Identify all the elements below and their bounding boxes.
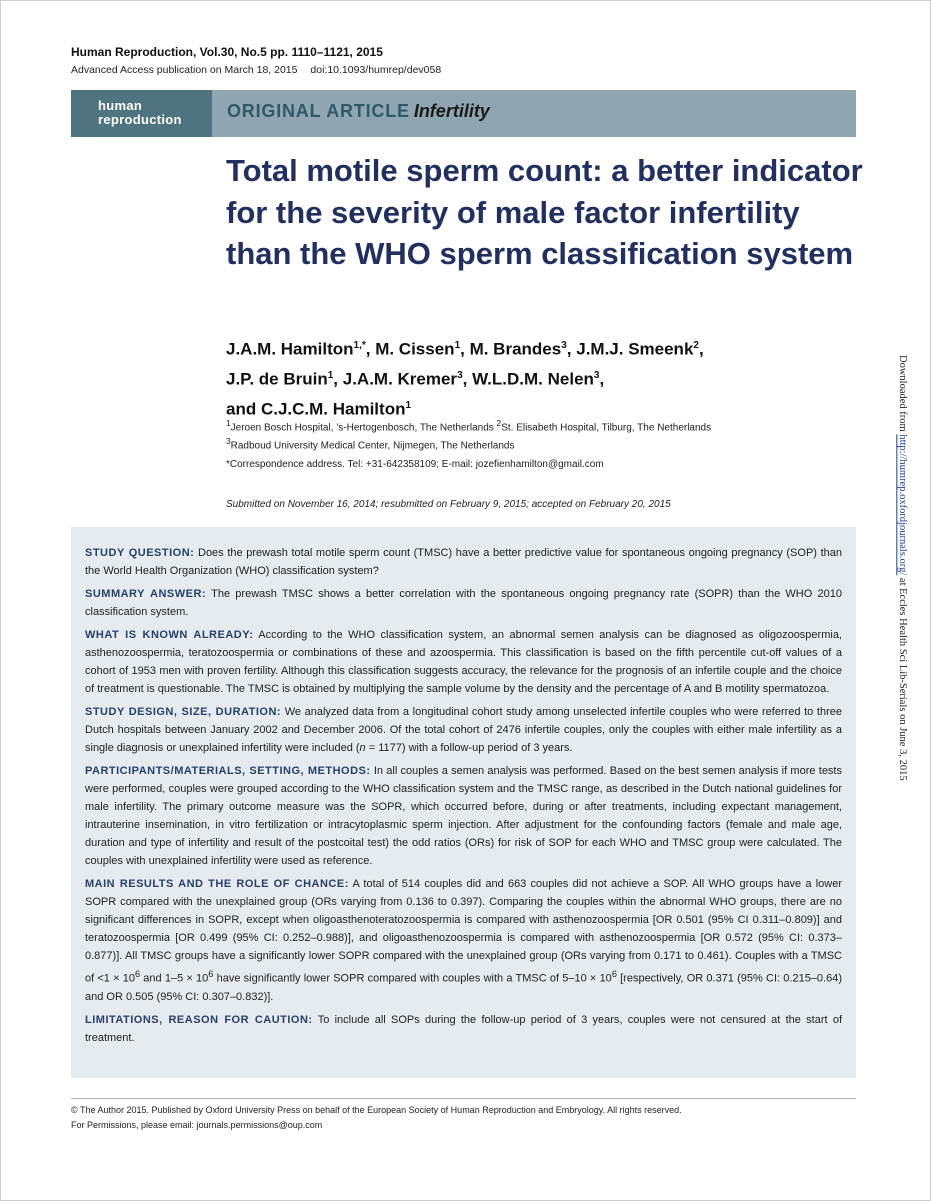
permissions-notice: For Permissions, please email: journals.permissions@oup.com [71, 1120, 323, 1130]
author-affiliation-marker: 1 [405, 400, 412, 412]
author-affiliation-marker: 3 [561, 340, 567, 351]
author-and: and [226, 399, 261, 419]
article-type [227, 101, 490, 122]
access-line [71, 64, 451, 76]
abstract-what-known: WHAT IS KNOWN ALREADY: According to the WHO classification system, an abnormal semen analysis can be diagnosed as oligozoospermia, asthenozoospermia, teratozoospermia or combinations of these and azoospermia. This classification is based on the fifth percentile cut-off values of a cohort of 1953 men with proven fertility. Although this classification suggests accuracy, the relevance for the prognosis of an infertile couple and the choice of treatment is questionable. The TMSC is obtained by multiplying the sample volume by the density and the percentage of A and B motility spermatozoa. [85, 629, 842, 695]
author-name: W.L.D.M. Nelen [472, 369, 594, 389]
author-affiliation-marker: 1,* [353, 340, 366, 351]
author-name: J.M.J. Smeenk [576, 339, 694, 359]
author-name: J.A.M. Hamilton [226, 339, 354, 359]
abstract-participants: PARTICIPANTS/MATERIALS, SETTING, METHODS: In all couples a semen analysis was performed. Based on the best semen analysis if more tests were performed, couples were grouped according to the WHO classification system and the TMSC range, as described in the Dutch national guidelines for male infertility. The primary outcome measure was the SOPR, which occurred before, during or after treatments, including expectant management, intrauterine insemination, in vitro fertilization or intracytoplasmic sperm injection. After adjustment for the confounding factors (female and male age, duration and type of infertility and result of the postcoital test) the odd ratios (ORs) for risk of SOP for each WHO and TMSC group were calculated. The couples with unexplained infertility were used as reference. [85, 765, 842, 867]
author-line: J.P. de Bruin$^1$, J.A.M. Kremer$^3$, W.L.D.M. Nelen$^3$, [226, 369, 605, 389]
journal-citation: Human Reproduction, Vol.30, No.5 pp. 1110–1121, 2015 [71, 45, 383, 59]
author-name: J.P. de Bruin [226, 369, 328, 389]
author-line: J.A.M. Hamilton$^{1,*}$, M. Cissen$^1$, M. Brandes$^3$, J.M.J. Smeenk$^2$, [226, 339, 704, 359]
affiliation-line: $^3$Radboud University Medical Center, Nijmegen, The Netherlands [226, 435, 515, 452]
section-banner [71, 90, 856, 137]
article-title: Total motile sperm count: a better indicator for the severity of male factor infertility than the WHO sperm classification system [226, 153, 863, 271]
copyright-notice: © The Author 2015. Published by Oxford University Press on behalf of the European Society of Human Reproduction and Embryology. All rights reserved. [71, 1105, 682, 1115]
submission-dates: Submitted on November 16, 2014; resubmitted on February 9, 2015; accepted on February 20, 2015 [226, 499, 671, 510]
abstract-study-question: STUDY QUESTION: Does the prewash total motile sperm count (TMSC) have a better predictive value for spontaneous ongoing pregnancy (SOP) than the World Health Organization (WHO) classification system? [85, 547, 842, 577]
doi: doi:10.1093/humrep/dev058 [310, 64, 442, 76]
author-affiliation-marker: 1 [454, 340, 461, 351]
journal-logo [71, 90, 212, 137]
author-affiliation-marker: 3 [593, 370, 600, 382]
abstract-study-design: STUDY DESIGN, SIZE, DURATION: We analyzed data from a longitudinal cohort study among unselected infertile couples who were referred to three Dutch hospitals between January 2002 and December 2006. Of the total cohort of 2476 infertile couples, only the couples with either male infertility as a single diagnosis or unexplained infertility were included (n = 1177) with a follow-up period of 3 years. [85, 706, 842, 754]
abstract-box [71, 527, 856, 1078]
download-note: Downloaded from http://humrep.oxfordjournals.org/ at Eccles Health Sci Lib-Serials on June 3, 2015 [897, 355, 908, 781]
abstract-main-results: MAIN RESULTS AND THE ROLE OF CHANCE: A total of 514 couples did and 663 couples did not achieve a SOP. All WHO groups have a lower SOPR compared with the unexplained group (ORs varying from 0.136 to 0.397). Comparing the couples within the abnormal WHO groups, there are no significant differences in SOPR, except when oligoasthenoteratozoospermia is compared with asthenozoospermia [OR 0.501 (95% CI 0.311–0.809)] and teratozoospermia [OR 0.499 (95% CI: 0.252–0.988)], and oligoasthenozoospermia is compared with asthenozoospermia [OR 0.572 (95% CI: 0.373–0.877)]. All TMSC groups have a significantly lower SOPR compared with the unexplained group (ORs varying from 0.171 to 0.461). Couples with a TMSC of $<1 \times 10^6$ and $1-5 \times 10^6$ have significantly lower SOPR compared with couples with a TMSC of $5-10 \times 10^6$ [respectively, OR 0.371 (95% CI: 0.215–0.64) and OR 0.505 (95% CI: 0.307–0.832)]. [85, 878, 843, 1003]
article-section: ORIGINAL ARTICLE [227, 101, 410, 121]
access-publication-date: Advanced Access publication on March 18, 2015 [71, 64, 298, 76]
affiliation-line: $^1$Jeroen Bosch Hospital, ’s-Hertogenbosch, The Netherlands $^2$St. Elisabeth Hospital, Tilburg, The Netherlands [226, 418, 712, 434]
author-name: M. Cissen [375, 339, 455, 359]
author-affiliation-marker: 3 [457, 370, 463, 382]
correspondence: *Correspondence address. Tel: +31-642358109; E-mail: jozefienhamilton@gmail.com [226, 459, 604, 470]
abstract-limitations: LIMITATIONS, REASON FOR CAUTION: To include all SOPs during the follow-up period of 3 years, couples were not censured at the start of treatment. [85, 1013, 842, 1044]
abstract-summary-answer: SUMMARY ANSWER: The prewash TMSC shows a better correlation with the spontaneous ongoing pregnancy rate (SOPR) than the WHO 2010 classification system. [85, 588, 842, 618]
author-affiliation-marker: 1 [327, 370, 334, 382]
author-name: J.A.M. Kremer [342, 369, 458, 389]
author-name: C.J.C.M. Hamilton [260, 399, 406, 419]
affiliations [226, 417, 711, 453]
author-affiliation-marker: 2 [693, 340, 699, 351]
article-subsection: Infertility [413, 101, 490, 121]
journal-logo-text: human reproduction [98, 98, 182, 127]
download-link[interactable]: http://humrep.oxfordjournals.org/ [897, 434, 908, 576]
author-name: M. Brandes [469, 339, 562, 359]
author-list [226, 333, 826, 423]
footer-divider [71, 1098, 856, 1099]
